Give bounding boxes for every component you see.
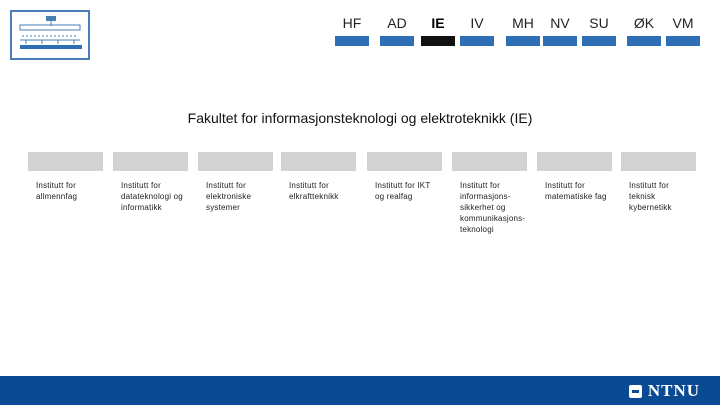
institute-label: Institutt for IKT og realfag <box>375 181 431 201</box>
institute-item <box>281 152 356 202</box>
tab-label: MH <box>512 15 534 31</box>
institute-label: Institutt for teknisk kybernetikk <box>629 181 672 212</box>
ntnu-wordmark: NTNU <box>647 381 700 400</box>
tab-indicator-bar <box>506 36 540 46</box>
institute-box[interactable] <box>28 152 103 171</box>
institute-box[interactable] <box>621 152 696 171</box>
tab-label: NV <box>550 15 570 31</box>
tab-mh[interactable] <box>506 14 540 46</box>
tab-label: AD <box>387 15 407 31</box>
institute-item <box>367 152 442 202</box>
institute-item <box>198 152 273 213</box>
tab-ie[interactable] <box>421 14 455 46</box>
institute-label: Institutt for datateknologi og informatikk <box>121 181 183 212</box>
tab-indicator-bar <box>460 36 494 46</box>
institute-item <box>621 152 696 213</box>
faculty-tabs <box>0 14 720 48</box>
page-title: Fakultet for informasjonsteknologi og elektroteknikk (IE) <box>187 110 533 126</box>
ntnu-mark-icon <box>629 385 642 398</box>
institute-box[interactable] <box>537 152 612 171</box>
institute-item <box>537 152 612 202</box>
institute-box[interactable] <box>367 152 442 171</box>
institute-box[interactable] <box>198 152 273 171</box>
tab-indicator-bar <box>380 36 414 46</box>
institute-label: Institutt for allmennfag <box>36 181 78 201</box>
institute-box[interactable] <box>281 152 356 171</box>
institute-label: Institutt for elkraftteknikk <box>289 181 339 201</box>
tab-vm[interactable] <box>666 14 700 46</box>
tab-indicator-bar <box>335 36 369 46</box>
institute-item <box>113 152 188 213</box>
tab-indicator-bar <box>627 36 661 46</box>
tab-ad[interactable] <box>380 14 414 46</box>
tab-hf[interactable] <box>335 14 369 46</box>
tab-indicator-bar <box>421 36 455 46</box>
footer-bar <box>0 376 720 405</box>
institute-box[interactable] <box>113 152 188 171</box>
tab-iv[interactable] <box>460 14 494 46</box>
tab-label: SU <box>589 15 609 31</box>
institute-label: Institutt for matematiske fag <box>545 181 607 201</box>
institute-label: Institutt for elektroniske systemer <box>206 181 252 212</box>
tab-label: IE <box>431 15 445 31</box>
tab-nv[interactable] <box>543 14 577 46</box>
tab-indicator-bar <box>543 36 577 46</box>
tab-indicator-bar <box>666 36 700 46</box>
tab-label: VM <box>672 15 694 31</box>
tab-label: IV <box>470 15 484 31</box>
tab-indicator-bar <box>582 36 616 46</box>
tab-øk[interactable] <box>627 14 661 46</box>
tab-su[interactable] <box>582 14 616 46</box>
institute-box[interactable] <box>452 152 527 171</box>
institute-label: Institutt for informasjons-sikkerhet og kommunikasjons-teknologi <box>460 181 526 234</box>
institute-item <box>28 152 103 202</box>
institute-item <box>452 152 527 235</box>
tab-label: ØK <box>633 15 655 31</box>
ntnu-logo <box>629 380 700 402</box>
tab-label: HF <box>342 15 362 31</box>
